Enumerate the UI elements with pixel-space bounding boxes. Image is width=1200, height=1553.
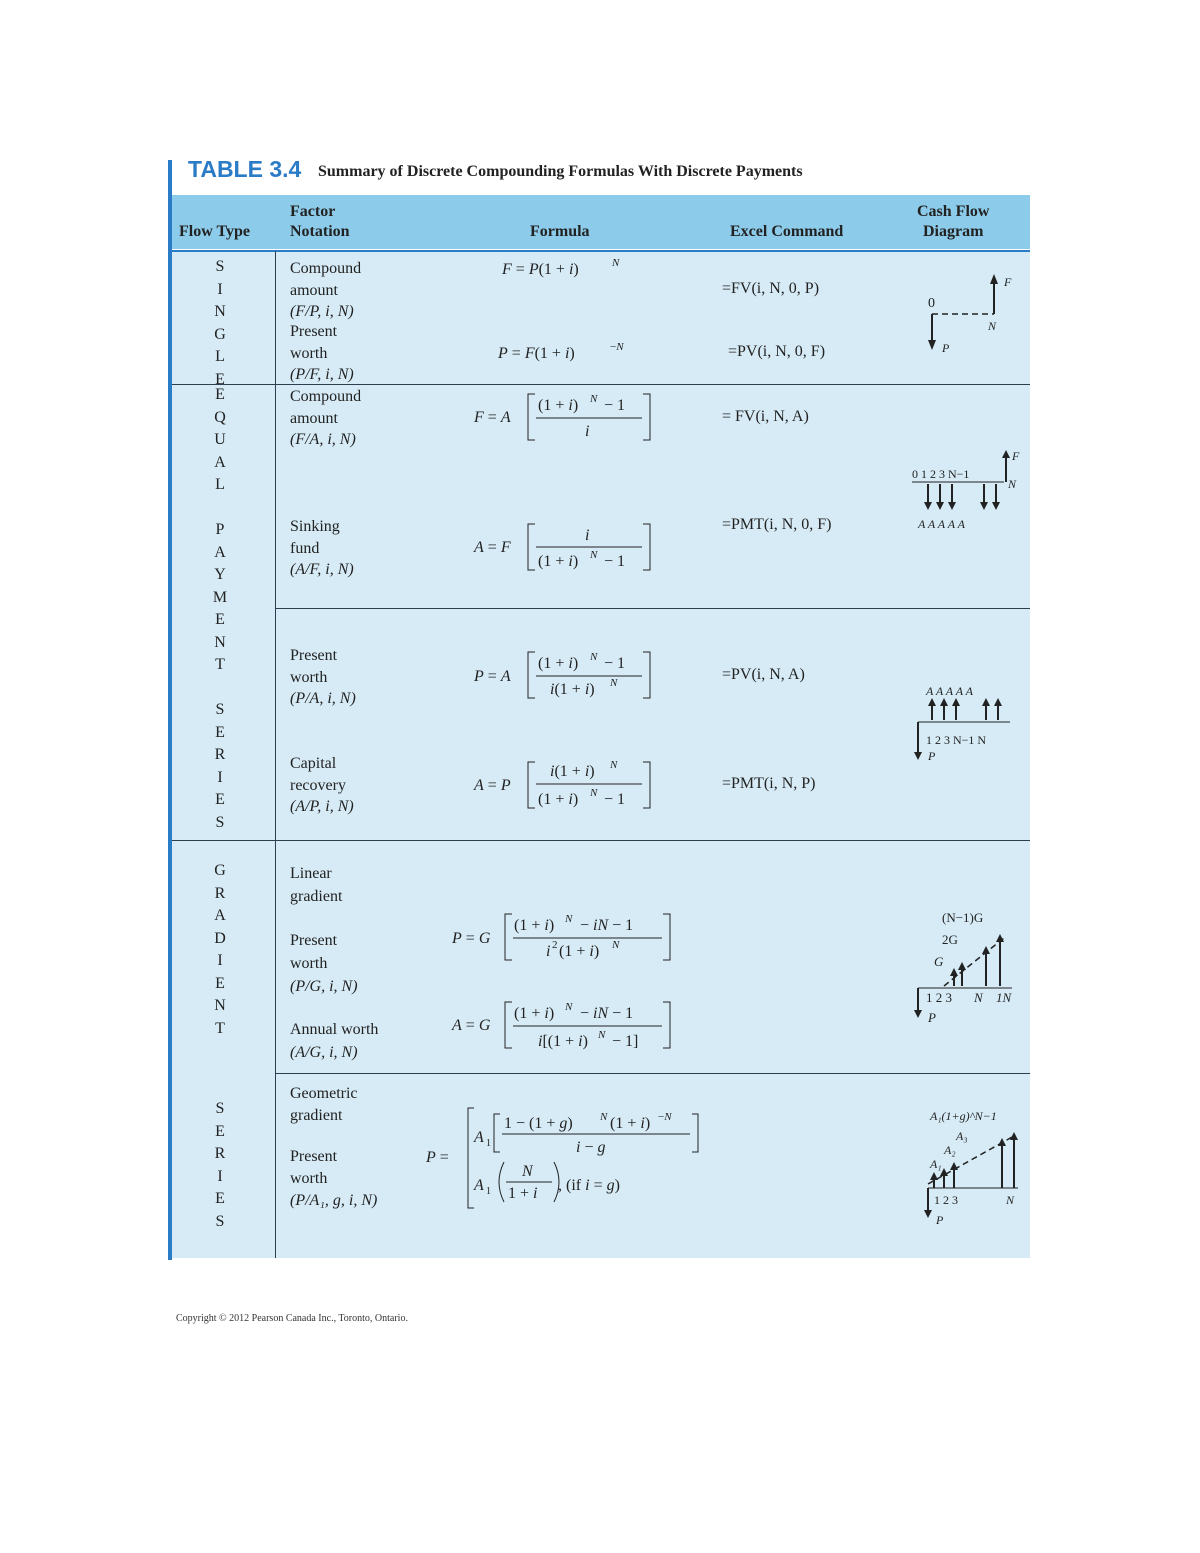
svg-text:(1 + i): (1 + i) <box>538 553 579 570</box>
svg-text:(1 + i): (1 + i) <box>538 655 579 672</box>
svg-text:N: N <box>612 939 620 951</box>
svg-text:A = G: A = G <box>452 1017 491 1034</box>
diagram-single-N: N <box>988 319 997 333</box>
svg-text:P = A: P = A <box>474 668 511 685</box>
svg-text:− 1]: − 1] <box>612 1033 639 1050</box>
svg-text:N: N <box>590 393 598 405</box>
svg-text:(1 + i): (1 + i) <box>559 943 600 960</box>
notation-present-worth-series: Present worth (P/A, i, N) <box>290 647 356 707</box>
notation-present-worth-single: Present worth (P/F, i, N) <box>290 323 354 383</box>
diagram-single-P: P <box>942 341 950 355</box>
notation-geometric-gradient: Geometric gradient <box>290 1085 358 1124</box>
svg-text:P = F(1 + i): P = F(1 + i) <box>498 345 575 362</box>
header-factor-line1: Factor <box>290 203 336 220</box>
svg-text:i: i <box>585 527 590 544</box>
svg-text:1: 1 <box>486 1186 491 1197</box>
diagram-grad-N1: N <box>974 990 983 1005</box>
notation-linear-gradient: Linear gradient <box>290 865 343 905</box>
svg-text:F = A: F = A <box>474 409 511 426</box>
svg-text:2: 2 <box>552 939 558 951</box>
diagram-geo-a3: A₃ <box>956 1129 968 1143</box>
svg-text:i(1 + i): i(1 + i) <box>550 763 595 780</box>
header-formula: Formula <box>530 223 590 240</box>
notation-annual-worth-gradient: Annual worth (A/G, i, N) <box>290 1021 379 1061</box>
diagram-ep-periods: 1 2 3 N−1 N <box>926 733 987 747</box>
formula-ag <box>451 1001 670 1050</box>
diagram-single <box>910 266 1020 366</box>
table-title: Summary of Discrete Compounding Formulas With Discrete Payments <box>318 163 803 180</box>
formula-geometric <box>424 1098 714 1220</box>
svg-text:N: N <box>612 257 620 269</box>
svg-text:1 + i: 1 + i <box>508 1185 538 1202</box>
svg-text:(1 + i): (1 + i) <box>538 397 579 414</box>
svg-text:1: 1 <box>486 1138 491 1149</box>
diagram-grad-N2: 1N <box>996 990 1012 1005</box>
svg-text:i: i <box>546 943 551 960</box>
svg-text:− 1: − 1 <box>604 553 626 570</box>
header-cashflow-line2: Diagram <box>923 223 984 240</box>
formula-af <box>473 524 650 570</box>
svg-text:− 1: − 1 <box>604 397 626 414</box>
diagram-grad-second: 2G <box>942 932 958 947</box>
diagram-gradient <box>910 906 1025 1026</box>
header-factor-line2: Notation <box>290 223 350 240</box>
svg-text:, (if i = g): , (if i = g) <box>558 1177 620 1194</box>
diagram-ef-payments: A A A A A <box>918 517 965 531</box>
svg-text:N: N <box>565 913 573 925</box>
svg-text:(1 + i): (1 + i) <box>538 791 579 808</box>
diagram-geo-a2: A₂ <box>944 1143 956 1157</box>
svg-text:N: N <box>600 1111 608 1123</box>
header-excel: Excel Command <box>730 223 844 240</box>
diagram-ef-N: N <box>1008 477 1017 491</box>
svg-text:i[(1 + i): i[(1 + i) <box>538 1033 588 1050</box>
svg-text:N: N <box>598 1029 606 1041</box>
svg-text:(1 + i): (1 + i) <box>514 1005 555 1022</box>
diagram-equal-future <box>908 446 1023 536</box>
diagram-geo-top: A₁(1+g)^N−1 <box>930 1109 997 1123</box>
diagram-grad-periods: 1 2 3 <box>926 990 952 1005</box>
svg-text:A: A <box>474 1129 484 1146</box>
svg-text:− iN − 1: − iN − 1 <box>580 917 634 934</box>
formula-pa <box>473 651 650 698</box>
notation-capital-recovery: Capital recovery (A/P, i, N) <box>290 755 354 815</box>
diagram-ef-F: F <box>1012 449 1020 463</box>
formula-fa <box>473 393 650 440</box>
flow-type-gradient: G R A D I E N T S E R I E S <box>214 862 226 1230</box>
diagram-equal-present <box>910 680 1025 770</box>
notation-present-worth-gradient: Present worth (P/G, i, N) <box>290 932 358 995</box>
notation-compound-amount-series: Compound amount (F/A, i, N) <box>290 388 362 448</box>
svg-text:(1 + i): (1 + i) <box>610 1115 651 1132</box>
formula-fp <box>501 257 620 278</box>
svg-text:− 1: − 1 <box>604 791 626 808</box>
svg-text:A: A <box>474 1177 484 1194</box>
notation-sinking-fund: Sinking fund (A/F, i, N) <box>290 518 354 578</box>
flow-type-single: S I N G L E <box>214 258 226 388</box>
formula-pf <box>497 341 624 362</box>
header-cashflow-line1: Cash Flow <box>917 203 990 220</box>
formula-pg <box>451 913 670 960</box>
diagram-single-zero: 0 <box>928 296 935 311</box>
svg-text:− iN − 1: − iN − 1 <box>580 1005 634 1022</box>
diagram-ef-periods: 0 1 2 3 N−1 <box>912 467 970 481</box>
table-header <box>172 195 1030 249</box>
diagram-geo-a1: A₁ <box>930 1157 942 1171</box>
notation-compound-amount-single: Compound amount (F/P, i, N) <box>290 260 362 320</box>
svg-text:N: N <box>610 677 618 689</box>
svg-text:N: N <box>565 1001 573 1013</box>
column-divider <box>275 251 276 1258</box>
formula-ap <box>473 759 650 808</box>
svg-text:N: N <box>590 651 598 663</box>
diagram-geo-N: N <box>1006 1193 1015 1207</box>
svg-text:N: N <box>590 787 598 799</box>
diagram-grad-first: G <box>934 954 944 969</box>
svg-text:− 1: − 1 <box>604 655 626 672</box>
notation-present-worth-geometric: Present worth (P/A₁, g, i, N) <box>290 1148 378 1209</box>
diagram-single-F: F <box>1004 275 1012 289</box>
svg-text:P =: P = <box>426 1149 449 1166</box>
excel-fa: = FV(i, N, A) <box>722 408 809 425</box>
diagram-geometric <box>910 1098 1025 1238</box>
svg-text:−N: −N <box>658 1111 672 1123</box>
svg-text:1 − (1 + g): 1 − (1 + g) <box>504 1115 573 1132</box>
excel-af: =PMT(i, N, 0, F) <box>722 516 832 533</box>
diagram-geo-periods: 1 2 3 <box>934 1193 958 1207</box>
svg-text:N: N <box>590 549 598 561</box>
svg-text:i − g: i − g <box>576 1139 606 1156</box>
svg-text:A = F: A = F <box>474 539 511 556</box>
diagram-ep-P: P <box>928 749 936 763</box>
svg-text:−N: −N <box>610 341 624 353</box>
table-label: TABLE 3.4 <box>188 156 302 182</box>
svg-text:i: i <box>585 423 590 440</box>
svg-text:F = P(1 + i): F = P(1 + i) <box>502 261 579 278</box>
header-flow-type: Flow Type <box>179 223 250 240</box>
diagram-grad-P: P <box>928 1010 936 1025</box>
svg-text:P = G: P = G <box>452 930 491 947</box>
diagram-ep-payments: A A A A A <box>926 684 973 698</box>
svg-text:N: N <box>610 759 618 771</box>
excel-pa: =PV(i, N, A) <box>722 666 805 683</box>
excel-fp: =FV(i, N, 0, P) <box>722 280 820 297</box>
diagram-grad-top: (N−1)G <box>942 910 984 925</box>
svg-text:(1 + i): (1 + i) <box>514 917 555 934</box>
excel-pf: =PV(i, N, 0, F) <box>728 343 826 360</box>
diagram-geo-P: P <box>936 1213 944 1227</box>
copyright-notice: Copyright © 2012 Pearson Canada Inc., Toronto, Ontario. <box>176 1313 408 1324</box>
formula-column <box>440 252 710 1132</box>
svg-text:A = P: A = P <box>474 777 511 794</box>
flow-type-equal-payment: E Q U A L P A Y M E N T S E R I E S <box>212 386 228 831</box>
svg-text:i(1 + i): i(1 + i) <box>550 681 595 698</box>
excel-ap: =PMT(i, N, P) <box>722 775 816 792</box>
svg-text:N: N <box>522 1163 533 1180</box>
